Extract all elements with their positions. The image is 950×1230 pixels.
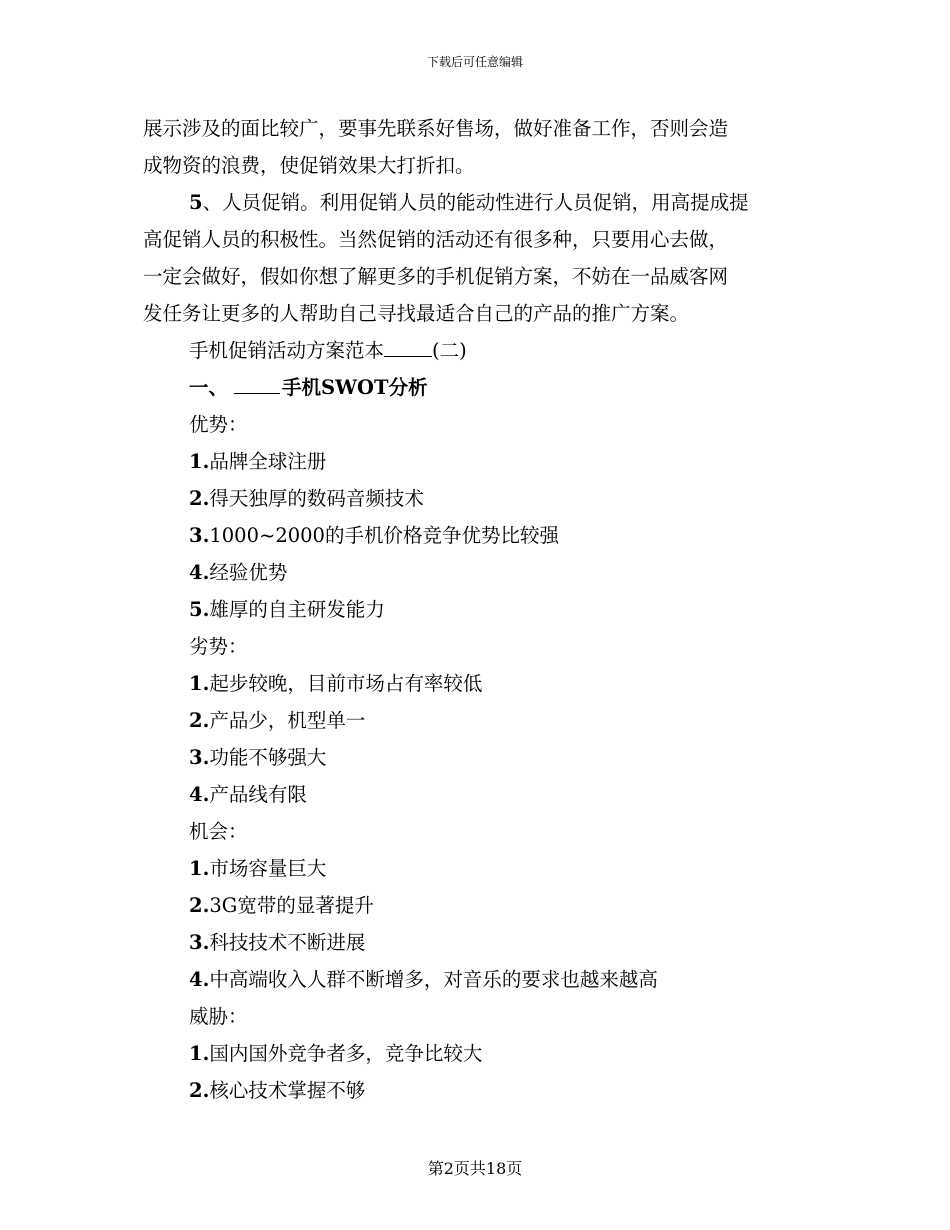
swot-label-strengths: 优势： [189, 413, 248, 436]
list-item [143, 1072, 813, 1109]
list-item [143, 1035, 813, 1072]
item-text: 国内国外竞争者多，竞争比较大 [209, 1042, 483, 1065]
item-number: 3. [189, 524, 210, 547]
fill-blank [234, 371, 280, 394]
paragraph-line: 高促销人员的积极性。当然促销的活动还有很多种，只要用心去做， [143, 228, 729, 251]
item-text: 功能不够强大 [209, 746, 327, 769]
item-number: 4. [189, 783, 210, 806]
item-text: 得天独厚的数码音频技术 [209, 487, 424, 510]
page-header: 下载后可任意编辑 [426, 55, 523, 69]
list-item [143, 480, 813, 517]
list-item [143, 924, 813, 961]
sample-title-text: 手机促销活动方案范本 [189, 339, 385, 362]
list-item [143, 443, 813, 480]
item-text: 品牌全球注册 [209, 450, 327, 473]
item-number: 1. [189, 857, 210, 880]
sample-title-suffix: (二) [432, 339, 467, 362]
item-number: 1. [189, 450, 210, 473]
list-item [143, 591, 813, 628]
swot-label-opportunities: 机会： [189, 820, 248, 843]
item-number: 3. [189, 746, 210, 769]
item-text: 中高端收入人群不断增多，对音乐的要求也越来越高 [209, 968, 658, 991]
item-number: 2. [189, 894, 210, 917]
fill-blank [384, 334, 432, 357]
paragraph-text: 、人员促销。利用促销人员的能动性进行人员促销，用高提成提 [202, 191, 749, 214]
sample-title [143, 332, 813, 369]
item-number: 5. [189, 598, 210, 621]
swot-label-threats: 威胁： [189, 1005, 248, 1028]
page-footer: 第2页共18页 [427, 1159, 523, 1178]
item-number: 5 [189, 191, 203, 214]
item-text: 3G宽带的显著提升 [209, 894, 374, 917]
item-text: 核心技术掌握不够 [209, 1079, 366, 1102]
item-text: 科技技术不断进展 [209, 931, 366, 954]
paragraph-line: 一定会做好，假如你想了解更多的手机促销方案，不妨在一品威客网 [143, 265, 729, 288]
paragraph-line [143, 184, 813, 221]
item-number: 1. [189, 672, 210, 695]
item-text: 1000~2000的手机价格竞争优势比较强 [209, 524, 559, 547]
item-number: 2. [189, 1079, 210, 1102]
item-text: 起步较晚，目前市场占有率较低 [209, 672, 483, 695]
list-item [143, 517, 813, 554]
list-item [143, 850, 813, 887]
item-number: 1. [189, 1042, 210, 1065]
item-text: 雄厚的自主研发能力 [209, 598, 385, 621]
paragraph-line: 发任务让更多的人帮助自己寻找最适合自己的产品的推广方案。 [143, 302, 690, 325]
item-text: 经验优势 [209, 561, 288, 584]
list-item [143, 961, 813, 998]
swot-label-weaknesses: 劣势： [189, 635, 248, 658]
list-item [143, 887, 813, 924]
item-number: 4. [189, 561, 210, 584]
list-item [143, 776, 813, 813]
item-number: 2. [189, 709, 210, 732]
document-body [143, 110, 813, 1109]
paragraph-line: 展示涉及的面比较广，要事先联系好售场，做好准备工作，否则会造 [143, 117, 729, 140]
list-item [143, 739, 813, 776]
item-text: 产品线有限 [209, 783, 307, 806]
item-text: 市场容量巨大 [209, 857, 327, 880]
item-number: 3. [189, 931, 210, 954]
section-heading [143, 369, 813, 406]
item-text: 产品少，机型单一 [209, 709, 366, 732]
list-item [143, 554, 813, 591]
list-item [143, 665, 813, 702]
section-heading-prefix: 一、 [189, 376, 229, 399]
paragraph-line: 成物资的浪费，使促销效果大打折扣。 [143, 154, 475, 177]
section-heading-text: 手机SWOT分析 [282, 376, 428, 399]
item-number: 2. [189, 487, 210, 510]
list-item [143, 702, 813, 739]
item-number: 4. [189, 968, 210, 991]
